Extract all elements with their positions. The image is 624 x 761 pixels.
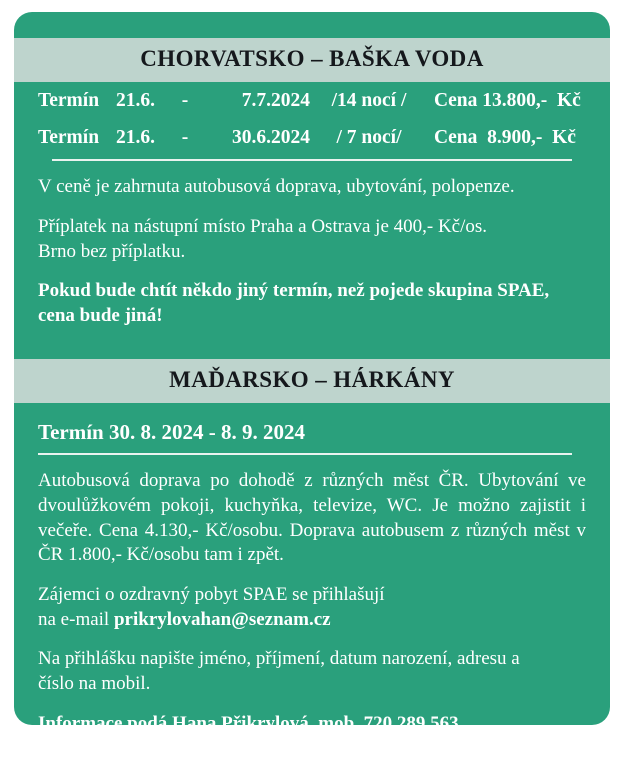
term-date-to: 7.7.2024 [241,90,310,112]
term-date-from: 21.6. [116,90,155,112]
term-price: Cena 13.800,- Kč [434,90,581,112]
term-nights: / 7 nocí/ [336,126,402,148]
contact-email[interactable]: prikrylovahan@seznam.cz [113,608,331,630]
croatia-note-line-1: Pokud bude chtít někdo jiný termín, než pojede skupina SPAE, [38,280,550,302]
term-date-from: 21.6. [116,126,155,148]
term-price: Cena 8.900,- Kč [434,126,576,148]
section-spacer [14,329,610,359]
section-banner-hungary [14,359,610,403]
hungary-form-line-2: číslo na mobil. [38,673,151,695]
term-dash: - [181,126,189,148]
term-label: Termín [38,126,100,148]
section-title-hungary: MAĎARSKO – HÁRKÁNY [169,366,455,392]
term-label: Termín [38,90,100,112]
croatia-note-line-2: cena bude jiná! [38,305,163,327]
hungary-term-heading: Termín 30. 8. 2024 - 8. 9. 2024 [38,420,305,445]
croatia-surcharge-line-2: Brno bez příplatku. [38,240,186,262]
term-row [38,119,586,156]
email-prefix-label: na e-mail [38,608,114,630]
hungary-contact-line-1: Informace podá Hana Přikrylová, mob. 720 289 563. [38,712,464,734]
term-date-to: 30.6.2024 [232,126,310,148]
term-dash: - [181,90,189,112]
croatia-included-text: V ceně je zahrnuta autobusová doprava, ubytování, polopenze. [38,176,515,198]
hungary-signup-line-2 [38,608,586,633]
section-body-hungary [14,403,610,761]
section-banner-croatia [14,38,610,82]
hungary-signup-line-1: Zájemci o ozdravný pobyt SPAE se přihlašují [38,584,385,605]
hungary-contact-line-2: Prosím o přihlášení co nejdříve [38,737,291,759]
section-body-croatia [14,82,610,328]
poster-card [14,12,610,759]
hungary-description: Autobusová doprava po dohodě z různých měst ČR. Ubytování ve dvoulůžkovém pokoji, kuchyňka, televize, WC. Je možno zajistit i večeře. Cena 4.130,- Kč/osobu. Doprava autobusem z různých měst v ČR 1.800,- Kč/osobu tam i zpět. [38,470,586,566]
term-row [38,82,586,119]
section-title-croatia: CHORVATSKO – BAŠKA VODA [140,46,484,71]
hungary-form-line-1: Na přihlášku napište jméno, příjmení, datum narození, adresu a [38,648,520,670]
croatia-surcharge-line-1: Příplatek na nástupní místo Praha a Ostrava je 400,- Kč/os. [38,216,488,238]
term-nights: /14 nocí / [331,90,407,112]
